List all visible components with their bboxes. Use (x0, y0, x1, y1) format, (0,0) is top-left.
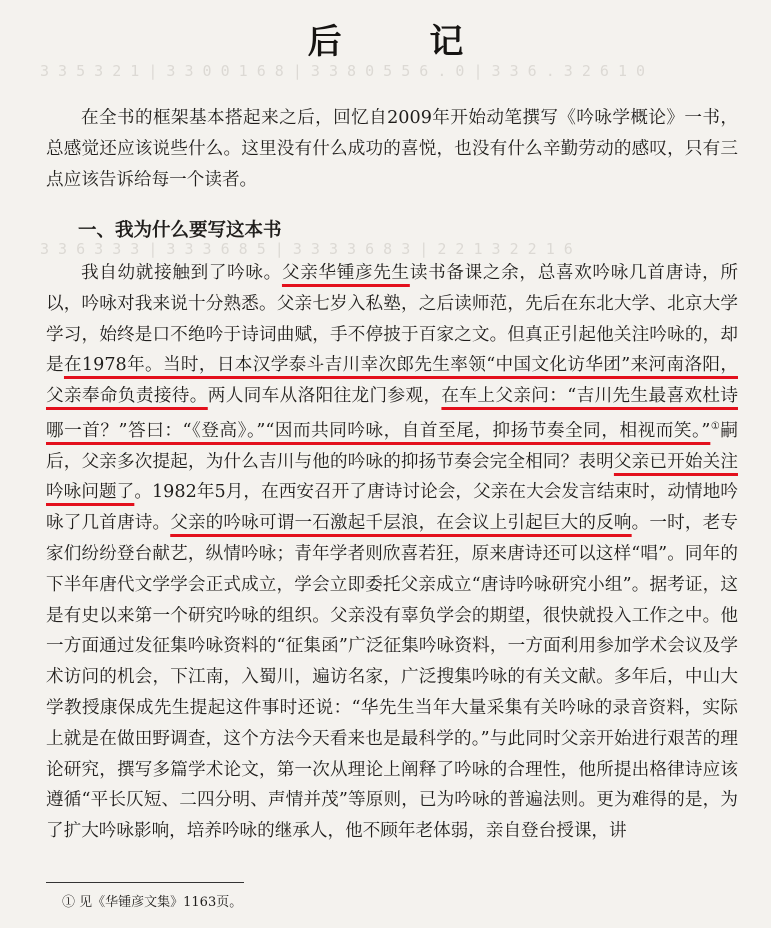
show-through-notation: 3 3 5 3 2 1 | 3 3 0 0 1 6 8 | 3 3 8 0 5 5 6 . 0 | 3 3 6 . 3 2 6 1 0 (40, 62, 646, 80)
footnote-reference: ① (710, 420, 721, 432)
body-paragraph (46, 258, 738, 847)
underlined-text: 父亲已开始关注吟咏问题了 (46, 451, 738, 503)
underlined-text: 父亲华锺彦先生 (281, 263, 410, 283)
text-run: 我自幼就接触到了吟咏。 (81, 263, 282, 283)
text-run: 。一时，老专家们纷纷登台献艺，纵情吟咏；青年学者则欣喜若狂，原来唐诗还可以这样“唱”。同年的下半年唐代文学学会正式成立，学会立即委托父亲成立“唐诗吟咏研究小组”。据考证，这是有史以来第一个研究吟咏的组织。父亲没有辜负学会的期望，很快就投入工作之中。他一方面通过发征集吟咏资料的“征集函”广泛征集吟咏资料，一方面利用参加学术会议及学术访问的机会，下江南，入蜀川，遍访名家，广泛搜集吟咏的有关文献。多年后，中山大学教授康保成先生提起这件事时还说：“华先生当年大量采集有关吟咏的录音资料，实际上就是在做田野调查，这个方法今天看来也是最科学的。”与此同时父亲开始进行艰苦的理论研究，撰写多篇学术论文，第一次从理论上阐释了吟咏的合理性，他所提出格律诗应该遵循“平长仄短、二四分明、声情并茂”等原则，已为吟咏的普遍法则。更为难得的是，为了扩大吟咏影响，培养吟咏的继承人，他不顾年老体弱，亲自登台授课，讲 (46, 513, 738, 842)
footnote: ① 见《华锺彦文集》1163页。 (62, 895, 243, 910)
underlined-text: 在1978年。当时，日本汉学泰斗吉川幸次郎先生率领“中国文化访华团”来河南洛阳，父亲奉命负责接待。 (46, 355, 738, 407)
underlined-text: 父亲的吟咏可谓一石激起千层浪，在会议上引起巨大的反响 (170, 513, 632, 534)
page-title: 后 记 (307, 22, 502, 62)
text-run: 读书备课之余，总喜欢吟咏几首唐诗，所以，吟咏对我来说十分熟悉。父亲七岁入私塾，之后读师范，先后在东北大学、北京大学学习，始终是口不绝吟于诗词曲赋，手不停披于百家之文。但真正引起他关注吟咏的，却是 (46, 263, 738, 376)
text-run: 嗣后，父亲多次提起，为什么吉川与他的吟咏的抑扬节奏会完全相同？表明 (46, 420, 739, 472)
footnote-divider (46, 882, 244, 883)
intro-paragraph: 在全书的框架基本搭起来之后，回忆自2009年开始动笔撰写《吟咏学概论》一书，总感觉还应该说些什么。这里没有什么成功的喜悦，也没有什么辛勤劳动的感叹，只有三点应该告诉给每一个读者。 (46, 108, 738, 190)
section-heading: 一、我为什么要写这本书 (78, 220, 282, 241)
text-run: 两人同车从洛阳往龙门参观， (207, 386, 442, 407)
text-run: 。1982年5月，在西安召开了唐诗讨论会，父亲在大会发言结束时，动情地吟咏了几首唐诗。 (46, 482, 738, 534)
show-through-notation: 3 3 6 3 3 3 | 3 3 3 6 8 5 | 3 3 3 3 6 8 3 | 2 2 1 3 2 2 1 6 (40, 240, 573, 258)
underlined-text: 在车上父亲问：“吉川先生最喜欢杜诗哪一首？”答曰：“《登高》。”“因而共同吟咏，自首至尾，抑扬节奏全同，相视而笑。” (46, 386, 738, 441)
